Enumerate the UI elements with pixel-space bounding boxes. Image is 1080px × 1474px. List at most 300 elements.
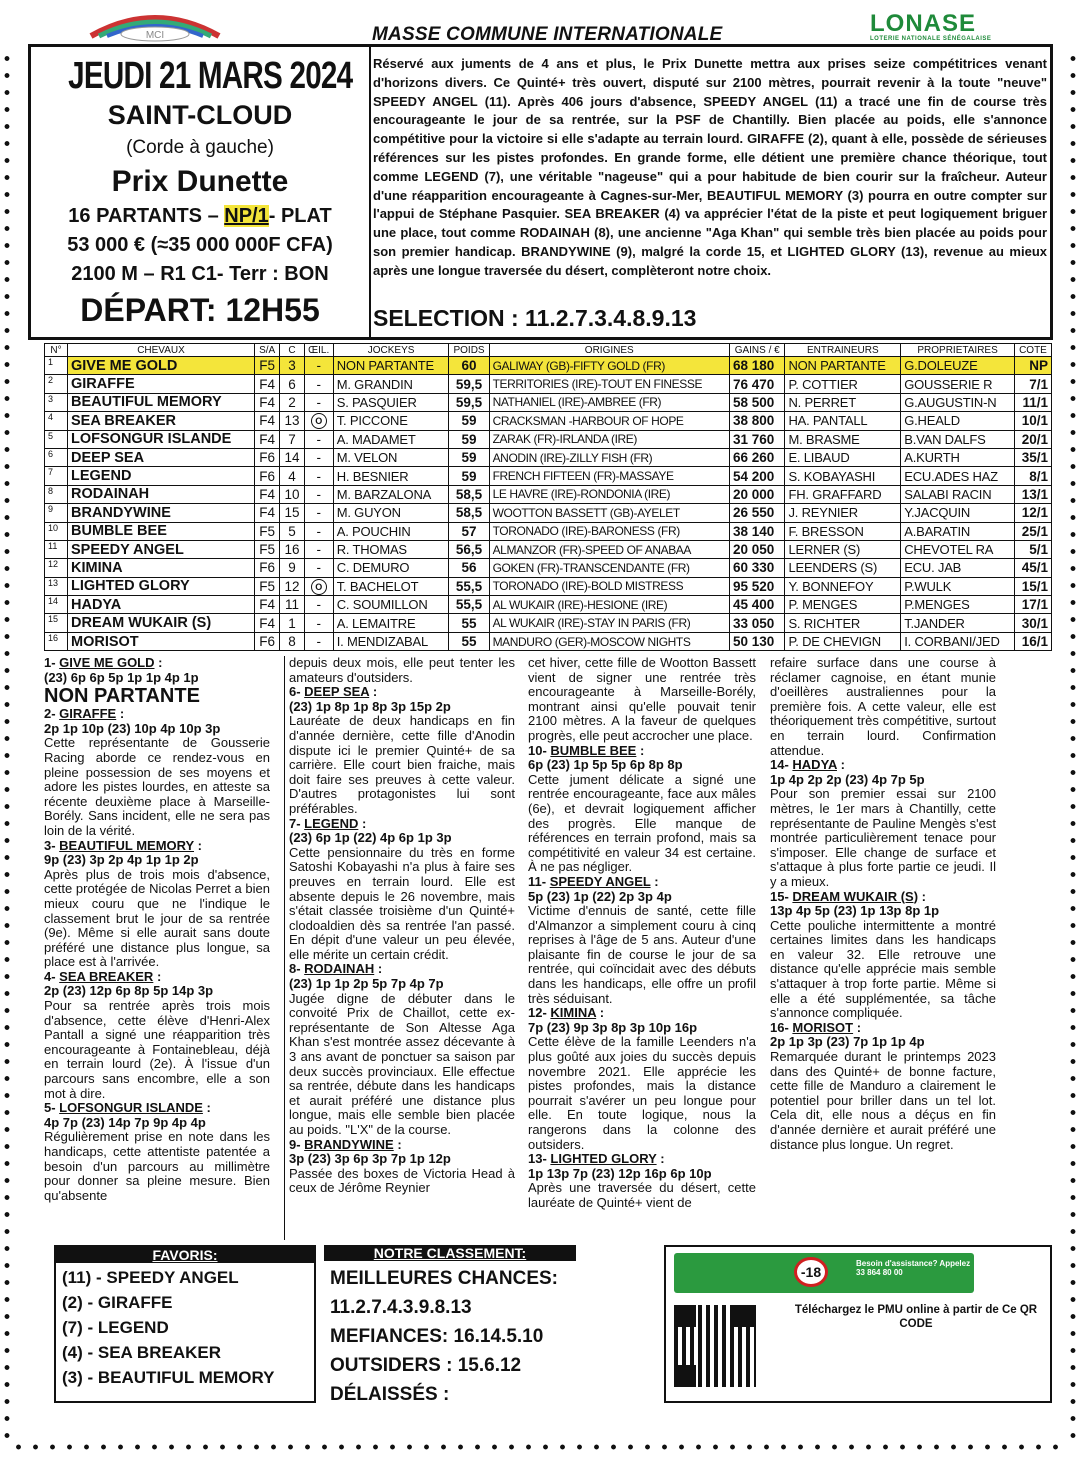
- cell-poids: 59: [449, 448, 489, 466]
- horse-heading-name: BUMBLE BEE: [550, 742, 637, 758]
- cell-origines: GALIWAY (GB)-FIFTY GOLD (FR): [489, 357, 729, 375]
- performance-line: (23) 1p 8p 1p 8p 3p 15p 2p: [289, 698, 451, 714]
- cell-sex-age: F5: [255, 522, 280, 540]
- cell-oeillere: [304, 577, 333, 595]
- cell-number: 12: [45, 559, 68, 577]
- cell-corde: 7: [280, 430, 304, 448]
- table-row: [45, 412, 1052, 430]
- race-summary: Réservé aux juments de 4 ans et plus, le Prix Dunette mettra aux prises seize compétitrices venant d'horizons divers. Ce Quinté+ très ouvert, disputé sur 2100 mètres, pourrait revenir à la toute "neuve" SPEEDY ANGEL (11). Après 406 jours d'absence, SPEEDY ANGEL (11) a tracé une fin de course très encourageante le jour de sa rentrée, sur la PSF de Chantilly. Bien placée au poids, elle s'annonce compétitive pour la victoire si elle s'adapte au terrain lourd. GIRAFFE (2), quant à elle, possède de sérieuses références sur les pistes profondes. En grande forme, elle détient une première chance théorique, tout comme LEGEND (7), une véritable "nageuse" qui a pour habitude de bien courir sur la fraîcheur. Auteur d'une réapparition encourageante à Cagnes-sur-Mer, BEAUTIFUL MEMORY (3) pourra en outre compter sur l'appui de Stéphane Pasquier. SEA BREAKER (4) va apprécier l'état de la piste et peut logiquement briguer une place, tout comme RODAINAH (8), une ancienne "Aga Khan" qui semble très bien placée au poids pour son premier handicap. BRANDYWINE (9), malgré la corde 15, et LIGHTED GLORY (13), revenue au mieux après une longue traversée du désert, complèteront notre choix.: [373, 56, 1047, 278]
- cell-corde: 16: [280, 540, 304, 558]
- comment-text: Victime d'ennuis de santé, cette fille d'Almanzor a simplement couru à cinq reprises à l'âge de 5 ans. Auteur d'une plaisante fin de course le jour de sa rentrée, qui coïncidait avec des débuts dans les handicaps, elle offre un profil très séduisant.: [528, 903, 756, 1006]
- cell-owner: G.DOLEUZE: [901, 357, 1015, 375]
- horse-heading-name: SPEEDY ANGEL: [549, 873, 651, 889]
- cell-jockey: R. THOMAS: [333, 540, 449, 558]
- cell-sex-age: F4: [255, 485, 280, 503]
- table-row: [45, 504, 1052, 522]
- cell-sex-age: F6: [255, 467, 280, 485]
- cell-corde: 6: [280, 375, 304, 393]
- table-row: [45, 393, 1052, 411]
- classement-box: [320, 1245, 656, 1403]
- cell-gains: 50 130: [729, 632, 785, 650]
- cell-gains: 38 800: [729, 412, 785, 430]
- cell-owner: T.JANDER: [901, 614, 1015, 632]
- cell-cote: 13/1: [1014, 485, 1051, 503]
- column-header: ŒIL.: [304, 344, 333, 357]
- cell-number: 14: [45, 596, 68, 614]
- cell-jockey: M. VELON: [333, 448, 449, 466]
- cell-owner: Y.JACQUIN: [901, 504, 1015, 522]
- cell-origines: AL WUKAIR (IRE)-STAY IN PARIS (FR): [489, 614, 729, 632]
- cell-corde: 13: [280, 412, 304, 430]
- column-header: COTE: [1014, 344, 1051, 357]
- cell-corde: 11: [280, 596, 304, 614]
- cell-oeillere: -: [304, 522, 333, 540]
- cell-origines: TORONADO (IRE)-BARONESS (FR): [489, 522, 729, 540]
- cell-oeillere: -: [304, 485, 333, 503]
- cell-trainer: M. BRASME: [785, 430, 901, 448]
- cell-oeillere: -: [304, 614, 333, 632]
- cell-poids: 59,5: [449, 393, 489, 411]
- australian-blinkers-icon: O: [311, 579, 327, 595]
- horse-heading-name: GIVE ME GOLD: [59, 656, 155, 670]
- cell-jockey: A. POUCHIN: [333, 522, 449, 540]
- cell-origines: TERRITORIES (IRE)-TOUT EN FINESSE: [489, 375, 729, 393]
- comments-column-1: [44, 656, 270, 1240]
- cell-jockey: S. PASQUIER: [333, 393, 449, 411]
- cell-horse-name: KIMINA: [68, 559, 255, 577]
- cell-origines: CRACKSMAN -HARBOUR OF HOPE: [489, 412, 729, 430]
- cell-horse-name: HADYA: [68, 596, 255, 614]
- comment-text: refaire surface dans une course à réclamer cagnoise, en étant munie d'oeillères australiennes pour la première fois. A cette valeur, elle est théoriquement très compétitive, surtout en terrain lourd. Confirmation attendue.: [770, 656, 996, 758]
- cell-corde: 12: [280, 577, 304, 595]
- table-row: [45, 375, 1052, 393]
- cell-corde: 15: [280, 504, 304, 522]
- cell-cote: 12/1: [1014, 504, 1051, 522]
- performance-line: 6p (23) 1p 5p 5p 6p 8p 8p: [528, 757, 683, 773]
- mci-logo-text: MCI: [145, 30, 165, 41]
- cell-origines: NATHANIEL (IRE)-AMBREE (FR): [489, 393, 729, 411]
- cell-sex-age: F5: [255, 577, 280, 595]
- cell-poids: 56: [449, 559, 489, 577]
- qr-caption: Téléchargez le PMU online à partir de Ce QR CODE: [794, 1304, 1038, 1330]
- race-distance: 2100 M – R1 C1- Terr : BON: [71, 263, 329, 285]
- horse-heading: 13- LIGHTED GLORY :: [528, 1151, 665, 1167]
- cell-jockey: T. BACHELOT: [333, 577, 449, 595]
- cell-number: 2: [45, 375, 68, 393]
- favoris-box: [54, 1245, 316, 1403]
- favori-item: (7) - LEGEND: [62, 1318, 169, 1337]
- cell-origines: ANODIN (IRE)-ZILLY FISH (FR): [489, 448, 729, 466]
- lonase-logo: [870, 10, 991, 42]
- column-header: POIDS: [449, 344, 489, 357]
- cell-owner: ECU.ADES HAZ: [901, 467, 1015, 485]
- cell-poids: 55: [449, 614, 489, 632]
- cell-owner: B.VAN DALFS: [901, 430, 1015, 448]
- horse-heading: 6- DEEP SEA :: [289, 684, 378, 700]
- cell-gains: 38 140: [729, 522, 785, 540]
- comment-text: Remarquée durant le printemps 2023 dans des Quinté+ de bonne facture, cette fille de Manduro a clairement le potentiel pour briller dans un tel lot. Cela dit, elle nous a déçus en fin d'année dernière et aurait préféré une distance plus longue. Un regret.: [770, 1049, 996, 1152]
- comment-text: Après plus de trois mois d'absence, cette protégée de Nicolas Perret a bien mieux couru que ne l'indique le classement brut le jour de sa rentrée (9e). Même si elle aurait sans doute préféré une distance plus longue, sa place est à l'arrivée.: [44, 866, 270, 970]
- classement-item: MEFIANCES: 16.14.5.10: [330, 1326, 544, 1347]
- horse-heading: 15- DREAM WUKAIR (S) :: [770, 888, 927, 904]
- table-row: [45, 430, 1052, 448]
- cell-horse-name: DEEP SEA: [68, 448, 255, 466]
- race-corde: (Corde à gauche): [126, 137, 274, 158]
- table-row: [45, 485, 1052, 503]
- horse-heading: 7- LEGEND :: [289, 815, 367, 831]
- left-dot-border: [2, 50, 12, 1440]
- cell-jockey: M. GUYON: [333, 504, 449, 522]
- comments-column-2: [284, 656, 515, 1240]
- cell-gains: 54 200: [729, 467, 785, 485]
- horse-heading: 16- MORISOT :: [770, 1019, 862, 1035]
- cell-cote: 25/1: [1014, 522, 1051, 540]
- cell-owner: G.HEALD: [901, 412, 1015, 430]
- horse-heading: 2- GIRAFFE :: [44, 706, 125, 722]
- column-header: ORIGINES: [489, 344, 729, 357]
- horse-heading-name: RODAINAH: [304, 961, 375, 977]
- performance-line: (23) 6p 6p 5p 1p 1p 4p 1p: [44, 669, 199, 685]
- cell-gains: 33 050: [729, 614, 785, 632]
- comment-text: Cette pensionnaire du très en forme Satoshi Kobayashi n'a plus à faire ses preuves en terrain lourd. Elle est absente depuis le 26 novembre, mais s'était classée troisième d'un Quinté+ clodoaldien dès sa rentrée l'an passé. En dépit d'une valeur un peu élevée, elle mérite un certain crédit.: [289, 844, 515, 962]
- cell-trainer: E. LIBAUD: [785, 448, 901, 466]
- table-row: [45, 596, 1052, 614]
- cell-sex-age: F4: [255, 504, 280, 522]
- cell-sex-age: F4: [255, 393, 280, 411]
- comment-text: Pour sa rentrée après trois mois d'absence, cette élève d'Henri-Alex Pantall a signé une réapparition très encourageante à Fontainebleau, déjà en terrain lourd (2e). À l'issue d'un parcours sans encombre, elle a son mot à dire.: [44, 998, 270, 1101]
- pmu-box: [664, 1245, 1052, 1403]
- cell-horse-name: SEA BREAKER: [68, 412, 255, 430]
- age-18-icon: -18: [794, 1257, 828, 1287]
- cell-oeillere: -: [304, 467, 333, 485]
- table-body: [45, 357, 1052, 651]
- cell-trainer: S. KOBAYASHI: [785, 467, 901, 485]
- cell-jockey: A. LEMAITRE: [333, 614, 449, 632]
- cell-number: 4: [45, 412, 68, 430]
- selection: SELECTION : 11.2.7.3.4.8.9.13: [373, 305, 697, 331]
- race-header-box: [28, 44, 1053, 340]
- performance-line: 2p 1p 3p (23) 7p 1p 1p 4p: [770, 1034, 925, 1050]
- table-row: [45, 559, 1052, 577]
- cell-horse-name: DREAM WUKAIR (S): [68, 614, 255, 632]
- cell-sex-age: F6: [255, 632, 280, 650]
- bottom-dot-border: [10, 1442, 1070, 1452]
- cell-origines: LE HAVRE (IRE)-RONDONIA (IRE): [489, 485, 729, 503]
- cell-horse-name: BRANDYWINE: [68, 504, 255, 522]
- cell-origines: TORONADO (IRE)-BOLD MISTRESS: [489, 577, 729, 595]
- cell-oeillere: -: [304, 357, 333, 375]
- performance-line: 4p 7p (23) 14p 7p 9p 4p 4p: [44, 1114, 206, 1130]
- np-badge: NP/1: [224, 205, 269, 227]
- cell-owner: P.WULK: [901, 577, 1015, 595]
- cell-poids: 56,5: [449, 540, 489, 558]
- cell-trainer: LERNER (S): [785, 540, 901, 558]
- cell-origines: ZARAK (FR)-IRLANDA (IRE): [489, 430, 729, 448]
- cell-gains: 95 520: [729, 577, 785, 595]
- performance-line: (23) 6p 1p (22) 4p 6p 1p 3p: [289, 830, 452, 846]
- cell-poids: 59: [449, 430, 489, 448]
- cell-horse-name: RODAINAH: [68, 485, 255, 503]
- comment-text: Lauréate de deux handicaps en fin d'année dernière, cette fille d'Anodin dispute ici le premier Quinté+ de sa carrière. Elle court bien fraiche, mais doit faire ses preuves à cette valeur. D'autres protagonistes lui sont préférables.: [289, 713, 515, 816]
- cell-gains: 45 400: [729, 596, 785, 614]
- cell-owner: P.MENGES: [901, 596, 1015, 614]
- column-header: CHEVAUX: [68, 344, 255, 357]
- cell-owner: GOUSSERIE R: [901, 375, 1015, 393]
- horse-heading: 1- GIVE ME GOLD :: [44, 656, 163, 670]
- cell-sex-age: F6: [255, 559, 280, 577]
- cell-poids: 55,5: [449, 577, 489, 595]
- right-dot-border: [1068, 50, 1078, 1440]
- cell-origines: GOKEN (FR)-TRANSCENDANTE (FR): [489, 559, 729, 577]
- comment-text: Cette élève de la famille Leenders n'a plus goûté aux joies du succès depuis novembre 2021. Elle apprécie les pistes profondes, mais la distance pourrait s'avérer un peu longue pour elle. En toute logique, nous la rangerons dans la colonne des outsiders.: [528, 1034, 756, 1152]
- horse-heading-name: LIGHTED GLORY: [550, 1151, 657, 1167]
- performance-line: 13p 4p 5p (23) 1p 13p 8p 1p: [770, 903, 940, 919]
- cell-poids: 55: [449, 632, 489, 650]
- cell-poids: 57: [449, 522, 489, 540]
- classement-item: 11.2.7.4.3.9.8.13: [330, 1297, 472, 1318]
- performance-line: 9p (23) 3p 2p 4p 1p 1p 2p: [44, 852, 199, 868]
- cell-sex-age: F4: [255, 375, 280, 393]
- horse-heading: 4- SEA BREAKER :: [44, 968, 162, 984]
- cell-cote: 15/1: [1014, 577, 1051, 595]
- performance-line: 2p (23) 12p 6p 8p 5p 14p 3p: [44, 983, 214, 999]
- cell-poids: 59,5: [449, 375, 489, 393]
- cell-trainer: P. DE CHEVIGN: [785, 632, 901, 650]
- race-venue: SAINT-CLOUD: [107, 100, 293, 130]
- cell-jockey: NON PARTANTE: [333, 357, 449, 375]
- header-title: MASSE COMMUNE INTERNATIONALE: [372, 24, 723, 45]
- cell-oeillere: -: [304, 448, 333, 466]
- table-row: [45, 357, 1052, 375]
- cell-jockey: M. GRANDIN: [333, 375, 449, 393]
- cell-cote: 7/1: [1014, 375, 1051, 393]
- horse-heading-name: KIMINA: [550, 1005, 597, 1021]
- cell-horse-name: LOFSONGUR ISLANDE: [68, 430, 255, 448]
- performance-line: 5p (23) 1p (22) 2p 3p 4p: [528, 888, 672, 904]
- cell-number: 15: [45, 614, 68, 632]
- cell-oeillere: -: [304, 375, 333, 393]
- horse-heading-name: DEEP SEA: [304, 684, 370, 700]
- horse-heading-name: LEGEND: [304, 815, 359, 831]
- assistance-banner: [674, 1253, 974, 1293]
- horse-heading-name: GIRAFFE: [59, 706, 117, 722]
- comment-text: Après une traversée du désert, cette lauréate de Quinté+ vient de: [528, 1180, 756, 1210]
- cell-cote: 8/1: [1014, 467, 1051, 485]
- cell-jockey: C. DEMURO: [333, 559, 449, 577]
- cell-horse-name: LEGEND: [68, 467, 255, 485]
- cell-oeillere: -: [304, 632, 333, 650]
- table-row: [45, 614, 1052, 632]
- cell-horse-name: BUMBLE BEE: [68, 522, 255, 540]
- comment-text: Cette jument délicate a signé une rentrée encourageante, face aux mâles (6e), et devrait logiquement afficher des progrès. Elle manque de références en terrain profond, mais sa compétitivité en valeur 34 est certaine. À ne pas négliger.: [528, 771, 756, 875]
- performance-line: 1p 4p 2p 2p (23) 4p 7p 5p: [770, 771, 925, 787]
- cell-poids: 55,5: [449, 596, 489, 614]
- column-header: N°: [45, 344, 68, 357]
- cell-oeillere: -: [304, 504, 333, 522]
- cell-sex-age: F5: [255, 357, 280, 375]
- cell-cote: 45/1: [1014, 559, 1051, 577]
- cell-sex-age: F4: [255, 614, 280, 632]
- cell-number: 10: [45, 522, 68, 540]
- lonase-logo-subtext: LOTERIE NATIONALE SÉNÉGALAISE: [870, 36, 992, 42]
- classement-item: MEILLEURES CHANCES:: [330, 1268, 559, 1289]
- horse-heading-name: HADYA: [792, 757, 837, 773]
- cell-owner: ECU. JAB: [901, 559, 1015, 577]
- cell-owner: G.AUGUSTIN-N: [901, 393, 1015, 411]
- cell-poids: 58,5: [449, 504, 489, 522]
- table-row: [45, 522, 1052, 540]
- cell-trainer: FH. GRAFFARD: [785, 485, 901, 503]
- cell-owner: I. CORBANI/JED: [901, 632, 1015, 650]
- cell-number: 5: [45, 430, 68, 448]
- cell-number: 9: [45, 504, 68, 522]
- cell-number: 1: [45, 357, 68, 375]
- cell-trainer: S. RICHTER: [785, 614, 901, 632]
- table-row: [45, 467, 1052, 485]
- cell-sex-age: F6: [255, 448, 280, 466]
- cell-cote: 11/1: [1014, 393, 1051, 411]
- comment-text: cet hiver, cette fille de Wootton Bassett vient de signer une rentrée très encourageante à Marseille-Borély, montrant ainsi qu'elle pouvait tenir 2100 mètres. A la faveur de quelques progrès, elle peut accrocher une place.: [528, 656, 756, 743]
- performance-line: 3p (23) 3p 6p 3p 7p 1p 12p: [289, 1151, 451, 1167]
- cell-cote: 10/1: [1014, 412, 1051, 430]
- cell-origines: WOOTTON BASSETT (GB)-AYELET: [489, 504, 729, 522]
- favori-item: (2) - GIRAFFE: [62, 1293, 173, 1312]
- cell-owner: A.KURTH: [901, 448, 1015, 466]
- comment-text: Pour son premier essai sur 2100 mètres, le 1er mars à Chantilly, cette représentante de Pauline Mengès s'est montrée particulièrement tenace pour s'imposer. Elle change de surface et s'attaque à plus forte partie ce jeudi. Il y a mieux.: [770, 786, 996, 889]
- cell-trainer: F. BRESSON: [785, 522, 901, 540]
- cell-trainer: J. REYNIER: [785, 504, 901, 522]
- cell-jockey: T. PICCONE: [333, 412, 449, 430]
- bottom-section: [44, 1245, 1052, 1405]
- cell-trainer: P. MENGES: [785, 596, 901, 614]
- horse-heading: 9- BRANDYWINE :: [289, 1136, 402, 1152]
- horse-heading-name: SEA BREAKER: [59, 968, 154, 984]
- comment-text: Cette pouliche intermittente a montré certaines limites dans les handicaps en valeur 32. Elle retrouve une distance qu'elle apprécie mais semble s'attaquer à trop forte partie. Même si elle a été supplémentée, sa tâche s'annonce compliquée.: [770, 917, 996, 1021]
- horse-heading: 8- RODAINAH :: [289, 961, 383, 977]
- cell-gains: 20 000: [729, 485, 785, 503]
- cell-sex-age: F4: [255, 430, 280, 448]
- cell-oeillere: -: [304, 393, 333, 411]
- cell-corde: 14: [280, 448, 304, 466]
- cell-horse-name: LIGHTED GLORY: [68, 577, 255, 595]
- cell-cote: NP: [1014, 357, 1051, 375]
- horse-heading: 12- KIMINA :: [528, 1005, 605, 1021]
- cell-origines: FRENCH FIFTEEN (FR)-MASSAYE: [489, 467, 729, 485]
- cell-gains: 60 330: [729, 559, 785, 577]
- performance-line: 1p 13p 7p (23) 12p 16p 6p 10p: [528, 1165, 712, 1181]
- cell-horse-name: BEAUTIFUL MEMORY: [68, 393, 255, 411]
- table-row: [45, 448, 1052, 466]
- comment-text: Passée des boxes de Victoria Head à ceux de Jérôme Reynier: [289, 1165, 515, 1196]
- cell-jockey: H. BESNIER: [333, 467, 449, 485]
- cell-jockey: I. MENDIZABAL: [333, 632, 449, 650]
- race-date: JEUDI 21 MARS 2024: [68, 55, 353, 97]
- cell-sex-age: F5: [255, 540, 280, 558]
- cell-cote: 16/1: [1014, 632, 1051, 650]
- cell-number: 7: [45, 467, 68, 485]
- cell-horse-name: MORISOT: [68, 632, 255, 650]
- cell-oeillere: -: [304, 559, 333, 577]
- favori-item: (11) - SPEEDY ANGEL: [62, 1268, 239, 1287]
- cell-oeillere: -: [304, 430, 333, 448]
- classement-title: NOTRE CLASSEMENT:: [324, 1245, 576, 1261]
- cell-gains: 76 470: [729, 375, 785, 393]
- cell-owner: CHEVOTEL RA: [901, 540, 1015, 558]
- cell-number: 6: [45, 448, 68, 466]
- race-prix: Prix Dunette: [111, 165, 289, 198]
- table-row: [45, 577, 1052, 595]
- cell-cote: 17/1: [1014, 596, 1051, 614]
- comment-text: depuis deux mois, elle peut tenter les amateurs d'outsiders.: [289, 656, 515, 685]
- table-header-row: [45, 344, 1052, 357]
- column-header: PROPRIETAIRES: [901, 344, 1015, 357]
- cell-sex-age: F4: [255, 596, 280, 614]
- cell-corde: 4: [280, 467, 304, 485]
- comment-text: Cette représentante de Gousserie Racing aborde ce rendez-vous en pleine possession de ses moyens et adore les pistes lourdes, en atteste sa récente deuxième place à Marseille-Borély. Sans incident, elle ne sera pas loin de la vérité.: [44, 735, 270, 838]
- horse-heading: 14- HADYA :: [770, 757, 845, 773]
- cell-trainer: HA. PANTALL: [785, 412, 901, 430]
- cell-origines: AL WUKAIR (IRE)-HESIONE (IRE): [489, 596, 729, 614]
- cell-cote: 35/1: [1014, 448, 1051, 466]
- cell-number: 3: [45, 393, 68, 411]
- table-row: [45, 540, 1052, 558]
- cell-poids: 59: [449, 412, 489, 430]
- cell-origines: MANDURO (GER)-MOSCOW NIGHTS: [489, 632, 729, 650]
- cell-trainer: P. COTTIER: [785, 375, 901, 393]
- column-header: JOCKEYS: [333, 344, 449, 357]
- comment-text: Jugée digne de débuter dans le convoité Prix de Chaillot, cette ex-représentante de Son Altesse Aga Khan s'est montrée assez décevante à 3 ans avant de ponctuer sa saison par deux succès provinciaux. Elle effectue sa rentrée, débute dans les handicaps et aurait préféré une distance plus longue, mais elle semble bien placée au poids. "L'X" de la course.: [289, 990, 515, 1137]
- horse-heading: 5- LOFSONGUR ISLANDE :: [44, 1100, 211, 1116]
- cell-corde: 10: [280, 485, 304, 503]
- cell-poids: 58,5: [449, 485, 489, 503]
- horse-heading-name: BEAUTIFUL MEMORY: [59, 837, 194, 853]
- cell-horse-name: SPEEDY ANGEL: [68, 540, 255, 558]
- cell-poids: 59: [449, 467, 489, 485]
- cell-corde: 1: [280, 614, 304, 632]
- favoris-title: FAVORIS:: [56, 1247, 314, 1263]
- qr-code-icon[interactable]: [674, 1305, 756, 1387]
- race-depart: DÉPART: 12H55: [80, 292, 320, 328]
- race-info-panel: [31, 47, 371, 337]
- horse-heading: 3- BEAUTIFUL MEMORY :: [44, 837, 202, 853]
- cell-corde: 5: [280, 522, 304, 540]
- table-row: [45, 632, 1052, 650]
- cell-gains: 68 180: [729, 357, 785, 375]
- performance-line: (23) 1p 1p 2p 5p 7p 4p 7p: [289, 976, 444, 992]
- non-partante-label: NON PARTANTE: [44, 685, 200, 708]
- performance-line: 7p (23) 9p 3p 8p 3p 10p 16p: [528, 1019, 698, 1035]
- cell-corde: 9: [280, 559, 304, 577]
- cell-gains: 66 260: [729, 448, 785, 466]
- cell-poids: 60: [449, 357, 489, 375]
- cell-oeillere: -: [304, 596, 333, 614]
- cell-cote: 20/1: [1014, 430, 1051, 448]
- cell-horse-name: GIVE ME GOLD: [68, 357, 255, 375]
- cell-trainer: Y. BONNEFOY: [785, 577, 901, 595]
- performance-line: 2p 1p 10p (23) 10p 4p 10p 3p: [44, 720, 221, 736]
- favori-item: (3) - BEAUTIFUL MEMORY: [62, 1368, 275, 1387]
- cell-gains: 58 500: [729, 393, 785, 411]
- cell-number: 13: [45, 577, 68, 595]
- cell-trainer: NON PARTANTE: [785, 357, 901, 375]
- australian-blinkers-icon: O: [311, 413, 327, 429]
- cell-trainer: LEENDERS (S): [785, 559, 901, 577]
- cell-gains: 20 050: [729, 540, 785, 558]
- classement-item: OUTSIDERS : 15.6.12: [330, 1355, 522, 1376]
- column-header: S/A: [255, 344, 280, 357]
- comments-column-4: [770, 656, 996, 1240]
- cell-jockey: M. BARZALONA: [333, 485, 449, 503]
